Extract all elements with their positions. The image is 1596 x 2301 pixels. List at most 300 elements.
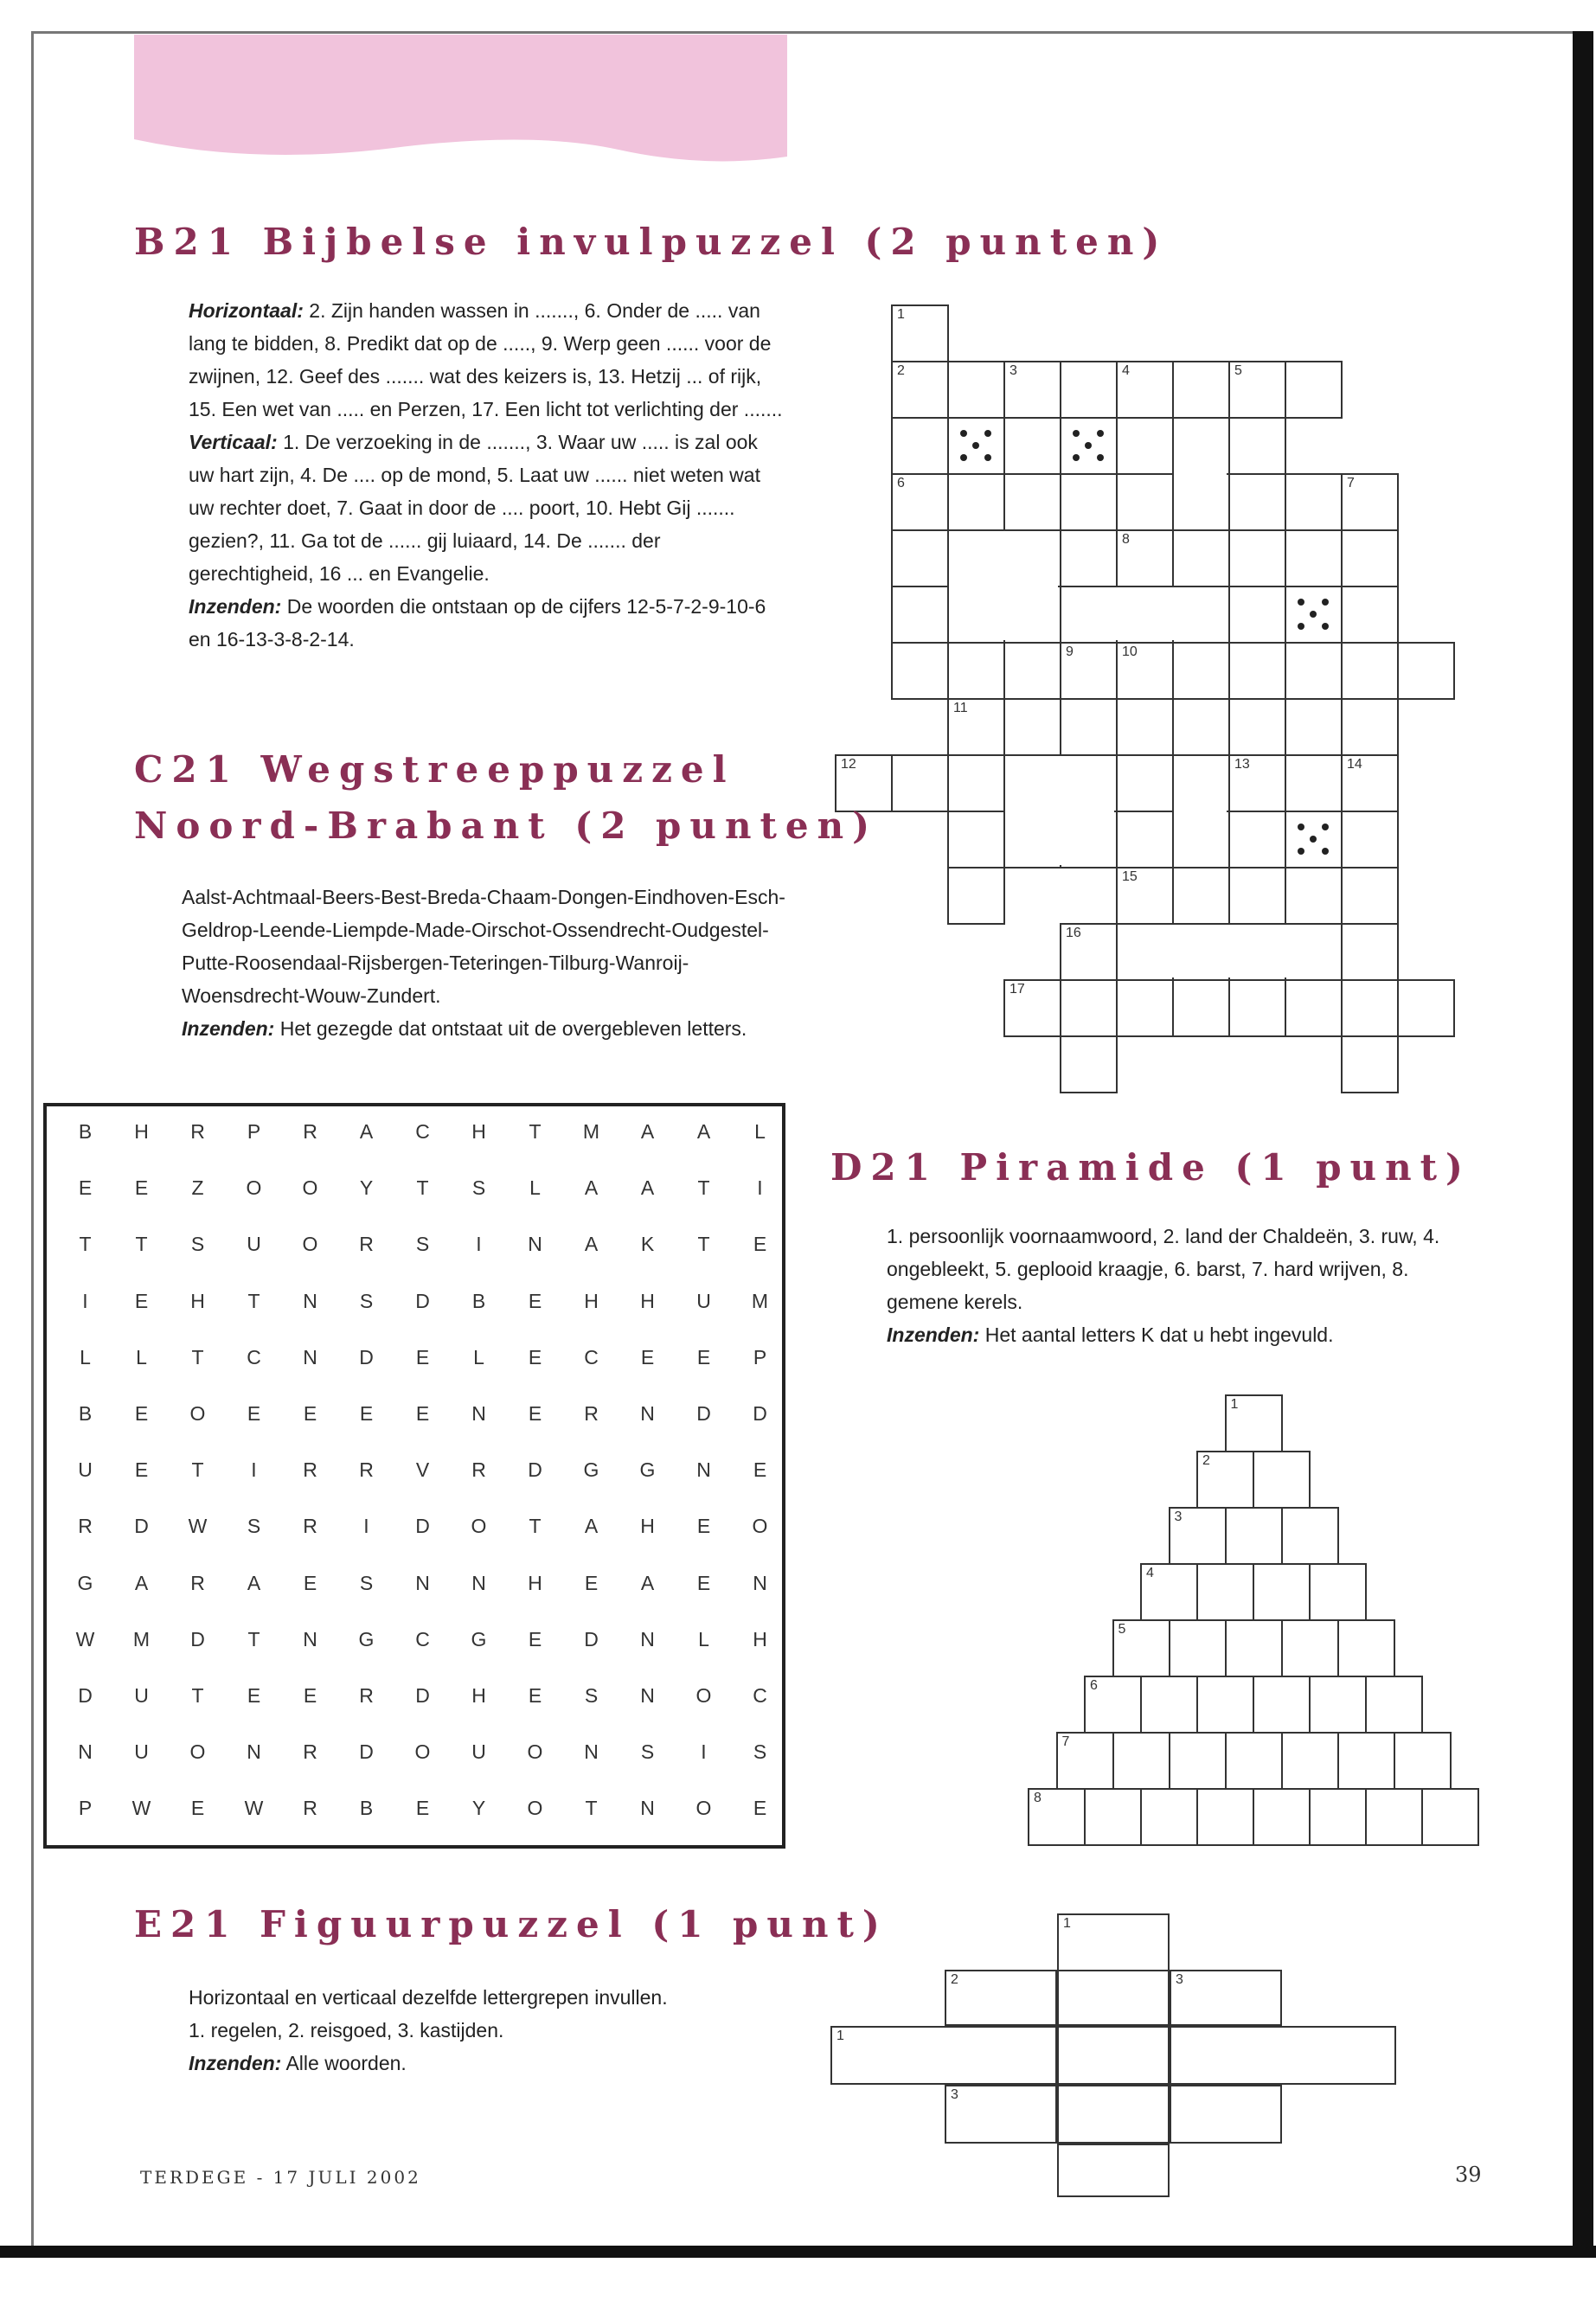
figure-cell[interactable]	[1057, 2144, 1170, 2197]
word-search-letter: G	[471, 1627, 487, 1650]
word-search-letter: G	[583, 1458, 599, 1482]
word-search-letter: A	[584, 1515, 599, 1538]
crossword-cell[interactable]	[1060, 529, 1118, 587]
figure-cell[interactable]	[830, 2026, 1057, 2085]
word-search-letter: I	[701, 1740, 707, 1764]
word-search-letter: W	[188, 1515, 208, 1538]
crossword-cell[interactable]	[947, 473, 1005, 531]
word-search-letter: Y	[471, 1797, 486, 1820]
word-search-letter: I	[363, 1515, 369, 1538]
word-search-letter: E	[190, 1797, 205, 1820]
cell-number: 2	[1202, 1453, 1210, 1468]
word-search-letter: C	[415, 1627, 430, 1650]
cell-number: 1	[1230, 1397, 1239, 1412]
pyramid-cell[interactable]	[1309, 1788, 1367, 1846]
pyramid-cell[interactable]	[1112, 1619, 1170, 1677]
e21-inzenden-label: Inzenden:	[189, 2052, 282, 2074]
figure-cell[interactable]	[1170, 2085, 1282, 2144]
crossword-cell[interactable]	[1397, 642, 1455, 700]
pyramid-cell[interactable]	[1253, 1788, 1311, 1846]
word-search-letter: E	[78, 1176, 93, 1200]
word-search-letter: L	[754, 1120, 766, 1143]
crossword-cell[interactable]	[1285, 754, 1343, 812]
word-search-letter: N	[471, 1401, 486, 1425]
crossword-cell[interactable]	[1116, 979, 1174, 1037]
crossword-cell[interactable]	[1003, 473, 1061, 531]
d21-inzenden-label: Inzenden:	[887, 1324, 980, 1346]
word-search-letter: E	[134, 1401, 149, 1425]
pyramid-cell[interactable]	[1169, 1507, 1227, 1565]
dot-icon	[1073, 430, 1080, 437]
blank-region	[1061, 587, 1227, 640]
word-search-letter: D	[528, 1458, 542, 1482]
word-search-letter: O	[302, 1233, 318, 1256]
cell-number: 15	[1122, 869, 1138, 884]
figure-cell[interactable]	[1057, 1970, 1170, 2026]
dot-icon	[1298, 848, 1304, 855]
pyramid-cell[interactable]	[1169, 1732, 1227, 1790]
word-search-letter: G	[358, 1627, 375, 1650]
crossword-cell[interactable]	[1341, 473, 1399, 531]
dot-icon	[960, 430, 967, 437]
crossword-cell[interactable]	[1285, 529, 1343, 587]
crossword-cell[interactable]	[1285, 979, 1343, 1037]
word-search-letter: W	[244, 1797, 264, 1820]
e21-inzenden-text: Alle woorden.	[281, 2052, 407, 2074]
crossword-cell[interactable]	[1060, 361, 1118, 419]
word-search-letter: O	[527, 1797, 543, 1820]
word-search-letter: D	[415, 1683, 430, 1707]
word-search-letter: N	[696, 1458, 711, 1482]
word-search-letter: G	[77, 1571, 93, 1594]
word-search-letter: T	[697, 1176, 710, 1200]
word-search-letter: A	[359, 1120, 374, 1143]
crossword-cell[interactable]	[1341, 811, 1399, 868]
word-search-letter: M	[582, 1120, 600, 1143]
figure-cell[interactable]	[945, 1970, 1057, 2026]
b21-verticaal-label: Verticaal:	[189, 431, 278, 453]
word-search-letter: H	[584, 1289, 599, 1312]
word-search-letter: S	[415, 1233, 430, 1256]
dot-icon	[1298, 623, 1304, 630]
word-search-letter: R	[471, 1458, 486, 1482]
pyramid-cell[interactable]	[1169, 1619, 1227, 1677]
c21-inzenden-label: Inzenden:	[182, 1017, 275, 1040]
pyramid-cell[interactable]	[1140, 1563, 1198, 1621]
crossword-cell[interactable]	[835, 754, 893, 812]
pyramid-cell[interactable]	[1028, 1788, 1086, 1846]
crossword-cell[interactable]	[1341, 586, 1399, 644]
word-search-letter: N	[247, 1740, 261, 1764]
word-search-letter: O	[414, 1740, 431, 1764]
crossword-cell[interactable]	[891, 361, 949, 419]
crossword-cell[interactable]	[947, 867, 1005, 925]
word-search-letter: T	[79, 1233, 92, 1256]
word-search-letter: R	[303, 1797, 317, 1820]
word-search-letter: S	[640, 1740, 655, 1764]
e21-title: E21 Figuurpuzzel (1 punt)	[134, 1903, 888, 1945]
word-search-letter: U	[247, 1233, 261, 1256]
crossword-cell[interactable]	[1341, 923, 1399, 981]
blank-region	[1005, 756, 1114, 865]
cell-number: 3	[1010, 363, 1017, 378]
word-search-letter: A	[696, 1120, 711, 1143]
pyramid-cell[interactable]	[1253, 1451, 1311, 1509]
crossword-cell[interactable]	[1060, 1035, 1118, 1093]
word-search-letter: H	[471, 1683, 486, 1707]
crossword-cell[interactable]	[1228, 754, 1286, 812]
cell-number: 3	[1176, 1972, 1183, 1987]
word-search-letter: E	[134, 1289, 149, 1312]
pyramid-cell[interactable]	[1084, 1788, 1142, 1846]
word-search-letter: D	[134, 1515, 149, 1538]
crossword-cell[interactable]	[1060, 923, 1118, 981]
crossword-cell[interactable]	[1341, 529, 1399, 587]
dot-icon	[1322, 623, 1329, 630]
word-search-letter: T	[585, 1797, 598, 1820]
word-search-letter: D	[584, 1627, 599, 1650]
word-search-letter: L	[529, 1176, 541, 1200]
word-search-letter: E	[528, 1401, 542, 1425]
word-search-letter: E	[415, 1401, 430, 1425]
pyramid-cell[interactable]	[1225, 1507, 1283, 1565]
word-search-letter: I	[757, 1176, 763, 1200]
word-search-letter: T	[191, 1345, 204, 1368]
word-search-letter: N	[640, 1797, 655, 1820]
crossword-cell[interactable]	[1003, 979, 1061, 1037]
crossword-cell[interactable]	[1116, 642, 1174, 700]
word-search-letter: N	[415, 1571, 430, 1594]
b21-inzenden-text: De woorden die ontstaan op de cijfers 12-5-7-2-9-10-6 en 16-13-3-8-2-14.	[189, 595, 766, 651]
crossword-cell[interactable]	[1228, 698, 1286, 756]
word-search-letter: D	[415, 1289, 430, 1312]
word-search-letter: W	[75, 1627, 95, 1650]
cell-number: 16	[1066, 926, 1081, 940]
pyramid-cell[interactable]	[1365, 1788, 1423, 1846]
word-search-letter: H	[471, 1120, 486, 1143]
decorative-pink-band	[134, 35, 787, 164]
cell-number: 5	[1234, 363, 1242, 378]
word-search-letter: N	[78, 1740, 93, 1764]
word-search-letter: N	[303, 1345, 317, 1368]
crossword-cell[interactable]	[1003, 642, 1061, 700]
word-search-letter: T	[191, 1458, 204, 1482]
pyramid-cell[interactable]	[1084, 1676, 1142, 1734]
crossword-cell[interactable]	[891, 473, 949, 531]
crossword-cell[interactable]	[1285, 867, 1343, 925]
crossword-cell[interactable]	[1172, 642, 1230, 700]
crossword-cell[interactable]	[1228, 417, 1286, 475]
c21-words	[182, 881, 787, 1045]
word-search-letter: O	[246, 1176, 262, 1200]
crossword-cell[interactable]	[1228, 529, 1286, 587]
word-search-letter: C	[584, 1345, 599, 1368]
word-search-letter: G	[639, 1458, 656, 1482]
crossword-cell[interactable]	[1341, 754, 1399, 812]
dot-icon	[1097, 454, 1104, 461]
word-search-letter: N	[640, 1627, 655, 1650]
c21-word-search	[43, 1103, 785, 1849]
pyramid-cell[interactable]	[1421, 1788, 1479, 1846]
crossword-cell[interactable]	[1116, 361, 1174, 419]
word-search-letter: T	[529, 1120, 542, 1143]
c21-title-line2: Noord-Brabant (2 punten)	[134, 804, 879, 847]
cell-number: 4	[1122, 363, 1130, 378]
word-search-letter: E	[753, 1458, 767, 1482]
crossword-cell[interactable]	[1228, 979, 1286, 1037]
pyramid-cell[interactable]	[1337, 1732, 1395, 1790]
crossword-cell[interactable]	[891, 754, 949, 812]
crossword-cell[interactable]	[947, 642, 1005, 700]
pyramid-cell[interactable]	[1365, 1676, 1423, 1734]
word-search-letter: E	[134, 1176, 149, 1200]
word-search-letter: T	[191, 1683, 204, 1707]
word-search-letter: T	[697, 1233, 710, 1256]
word-search-letter: U	[471, 1740, 486, 1764]
crossword-cell[interactable]	[1341, 867, 1399, 925]
cell-number: 7	[1347, 476, 1355, 490]
dot-icon	[984, 454, 991, 461]
word-search-letter: A	[584, 1233, 599, 1256]
crossword-cell[interactable]	[1060, 473, 1118, 531]
dot-icon	[1298, 599, 1304, 606]
word-search-letter: U	[134, 1740, 149, 1764]
crossword-cell[interactable]	[1341, 979, 1399, 1037]
word-search-letter: D	[753, 1401, 767, 1425]
e21-clues	[189, 1981, 794, 2080]
cell-number: 1	[897, 307, 905, 322]
crossword-cell[interactable]	[1116, 811, 1174, 868]
word-search-letter: O	[471, 1515, 487, 1538]
dot-icon	[1097, 430, 1104, 437]
crossword-cell[interactable]	[1228, 811, 1286, 868]
page-border-left	[31, 31, 34, 2246]
pyramid-cell[interactable]	[1140, 1676, 1198, 1734]
word-search-letter: E	[528, 1627, 542, 1650]
figure-cell[interactable]	[1057, 2026, 1170, 2085]
word-search-letter: N	[303, 1627, 317, 1650]
word-search-letter: E	[696, 1345, 711, 1368]
crossword-cell[interactable]	[1116, 473, 1174, 531]
crossword-cell[interactable]	[1116, 529, 1174, 587]
figure-cell[interactable]	[945, 2085, 1057, 2144]
word-search-letter: R	[303, 1120, 317, 1143]
cell-number: 4	[1146, 1566, 1154, 1580]
figure-cell[interactable]	[1057, 2085, 1170, 2144]
word-search-letter: O	[695, 1683, 712, 1707]
crossword-cell[interactable]	[1060, 698, 1118, 756]
pyramid-cell[interactable]	[1225, 1619, 1283, 1677]
cell-number: 10	[1122, 644, 1138, 659]
word-search-letter: E	[528, 1683, 542, 1707]
crossword-cell[interactable]	[947, 698, 1005, 756]
crossword-cell[interactable]	[1172, 867, 1230, 925]
word-search-letter: O	[189, 1740, 206, 1764]
word-search-letter: A	[640, 1571, 655, 1594]
pyramid-cell[interactable]	[1196, 1563, 1254, 1621]
word-search-letter: B	[359, 1797, 374, 1820]
crossword-cell[interactable]	[1116, 754, 1174, 812]
crossword-cell[interactable]	[891, 642, 949, 700]
crossword-cell[interactable]	[1172, 529, 1230, 587]
crossword-cell[interactable]	[1060, 642, 1118, 700]
crossword-cell[interactable]	[1003, 417, 1061, 475]
crossword-cell[interactable]	[1116, 417, 1174, 475]
crossword-cell[interactable]	[1228, 642, 1286, 700]
word-search-letter: S	[247, 1515, 261, 1538]
crossword-cell[interactable]	[1341, 1035, 1399, 1093]
cell-number: 3	[1174, 1509, 1183, 1524]
word-search-letter: I	[82, 1289, 88, 1312]
crossword-cell[interactable]	[1285, 361, 1343, 419]
b21-verticaal-text: 1. De verzoeking in de ......., 3. Waar uw ..... is zal ook uw hart zijn, 4. De .... op de mond, 5. Laat uw ...... niet weten wat uw rechter doet, 7. Gaat in door de .... poort, 10. Hebt Gij ....... gezien?, 11. Ga tot de ...... gij luiaard, 14. De ....... der gerechtigheid, 16 ... en Evangelie.	[189, 431, 760, 585]
word-search-letter: R	[359, 1233, 374, 1256]
word-search-letter: E	[134, 1458, 149, 1482]
word-search-letter: C	[415, 1120, 430, 1143]
pyramid-cell[interactable]	[1394, 1732, 1452, 1790]
crossword-cell[interactable]	[1285, 473, 1343, 531]
crossword-cell[interactable]	[1228, 473, 1286, 531]
word-search-letter: C	[247, 1345, 261, 1368]
crossword-cell[interactable]	[1172, 979, 1230, 1037]
word-search-letter: I	[476, 1233, 482, 1256]
word-search-letter: D	[696, 1401, 711, 1425]
blank-region	[1174, 756, 1227, 865]
pyramid-cell[interactable]	[1337, 1619, 1395, 1677]
word-search-letter: N	[753, 1571, 767, 1594]
pyramid-cell[interactable]	[1196, 1788, 1254, 1846]
word-search-letter: E	[303, 1401, 317, 1425]
word-search-letter: H	[640, 1515, 655, 1538]
word-search-letter: L	[80, 1345, 91, 1368]
cell-number: 9	[1066, 644, 1074, 659]
cell-number: 7	[1061, 1734, 1070, 1749]
word-search-letter: L	[473, 1345, 484, 1368]
c21-title-line1: C21 Wegstreeppuzzel	[134, 748, 735, 791]
crossword-cell[interactable]	[947, 754, 1005, 812]
word-search-letter: H	[640, 1289, 655, 1312]
cell-number: 2	[951, 1972, 958, 1987]
pyramid-cell[interactable]	[1225, 1394, 1283, 1452]
pyramid-cell[interactable]	[1309, 1563, 1367, 1621]
word-search-letter: S	[190, 1233, 205, 1256]
b21-inzenden-label: Inzenden:	[189, 595, 282, 618]
pyramid-cell[interactable]	[1253, 1563, 1311, 1621]
pyramid-cell[interactable]	[1112, 1732, 1170, 1790]
crossword-cell[interactable]	[1285, 642, 1343, 700]
dot-icon	[1085, 442, 1092, 449]
crossword-cell[interactable]	[1060, 979, 1118, 1037]
pyramid-cell[interactable]	[1225, 1732, 1283, 1790]
pyramid-cell[interactable]	[1309, 1676, 1367, 1734]
crossword-cell[interactable]	[1003, 698, 1061, 756]
d21-clues	[887, 1220, 1458, 1351]
pyramid-cell[interactable]	[1281, 1732, 1339, 1790]
dot-icon	[1073, 454, 1080, 461]
crossword-cell[interactable]	[947, 361, 1005, 419]
word-search-letter: D	[415, 1515, 430, 1538]
pyramid-cell[interactable]	[1140, 1788, 1198, 1846]
word-search-letter: E	[528, 1289, 542, 1312]
b21-horizontaal-text: 2. Zijn handen wassen in ......., 6. Onder de ..... van lang te bidden, 8. Predikt dat op de ....., 9. Werp geen ...... voor de zwijnen, 12. Geef des ....... wat des keizers is, 13. Hetzij ... of rijk, 15. Een wet van ..... en Perzen, 17. Een licht tot verlichting der .......	[189, 299, 783, 420]
word-search-letter: S	[753, 1740, 767, 1764]
figure-cell[interactable]	[1170, 1970, 1282, 2026]
word-search-letter: L	[136, 1345, 147, 1368]
crossword-cell[interactable]	[891, 586, 949, 644]
crossword-cell[interactable]	[1228, 586, 1286, 644]
word-search-letter: T	[529, 1515, 542, 1538]
crossword-cell[interactable]	[1116, 698, 1174, 756]
d21-title: D21 Piramide (1 punt)	[830, 1146, 1471, 1189]
crossword-cell[interactable]	[1341, 642, 1399, 700]
word-search-letter: E	[696, 1571, 711, 1594]
crossword-cell[interactable]	[891, 529, 949, 587]
word-search-letter: E	[303, 1571, 317, 1594]
c21-word-list: Aalst-Achtmaal-Beers-Best-Breda-Chaam-Dongen-Eindhoven-Esch-Geldrop-Leende-Liempde-Made-Oirschot-Ossendrecht-Oudgestel-Putte-Roosendaal-Rijsbergen-Teteringen-Tilburg-Wanroij-Woensdrecht-Wouw-Zundert.	[182, 886, 785, 1007]
cell-number: 1	[836, 2029, 844, 2043]
pyramid-cell[interactable]	[1253, 1676, 1311, 1734]
crossword-cell[interactable]	[1228, 867, 1286, 925]
crossword-cell[interactable]	[891, 417, 949, 475]
word-search-letter: R	[78, 1515, 93, 1538]
word-search-letter: T	[247, 1289, 260, 1312]
word-search-letter: A	[134, 1571, 149, 1594]
word-search-letter: P	[753, 1345, 767, 1368]
pyramid-cell[interactable]	[1056, 1732, 1114, 1790]
crossword-cell[interactable]	[891, 304, 949, 362]
dot-icon	[1310, 611, 1317, 618]
cell-number: 11	[953, 701, 968, 715]
crossword-cell[interactable]	[1172, 698, 1230, 756]
word-search-letter: S	[359, 1289, 374, 1312]
word-search-letter: C	[753, 1683, 767, 1707]
word-search-letter: E	[528, 1345, 542, 1368]
crossword-cell[interactable]	[1116, 867, 1174, 925]
word-search-letter: E	[753, 1797, 767, 1820]
word-search-letter: I	[251, 1458, 257, 1482]
dot-icon	[1298, 824, 1304, 830]
footer-page-number: 39	[1455, 2163, 1482, 2187]
word-search-letter: E	[696, 1515, 711, 1538]
crossword-cell[interactable]	[1397, 979, 1455, 1037]
word-search-letter: E	[415, 1797, 430, 1820]
pyramid-cell[interactable]	[1196, 1451, 1254, 1509]
crossword-cell[interactable]	[947, 811, 1005, 868]
pyramid-cell[interactable]	[1196, 1676, 1254, 1734]
crossword-cell[interactable]	[1172, 361, 1230, 419]
word-search-letter: H	[753, 1627, 767, 1650]
b21-clues	[189, 294, 785, 656]
d21-clue-list: 1. persoonlijk voornaamwoord, 2. land der Chaldeën, 3. ruw, 4. ongebleekt, 5. geplooid kraagje, 6. barst, 7. hard wrijven, 8. gemene kerels.	[887, 1225, 1440, 1313]
word-search-letter: O	[302, 1176, 318, 1200]
word-search-letter: E	[584, 1571, 599, 1594]
pyramid-cell[interactable]	[1281, 1507, 1339, 1565]
cell-number: 1	[1063, 1916, 1071, 1931]
cell-number: 14	[1347, 757, 1362, 772]
word-search-letter: R	[190, 1120, 205, 1143]
figure-cell[interactable]	[1170, 2026, 1396, 2085]
crossword-cell[interactable]	[1003, 361, 1061, 419]
word-search-letter: R	[303, 1458, 317, 1482]
crossword-cell[interactable]	[1285, 698, 1343, 756]
word-search-letter: E	[359, 1401, 374, 1425]
crossword-cell[interactable]	[1341, 698, 1399, 756]
pyramid-cell[interactable]	[1281, 1619, 1339, 1677]
cell-number: 6	[897, 476, 905, 490]
c21-inzenden-text: Het gezegde dat ontstaat uit de overgebleven letters.	[274, 1017, 747, 1040]
crossword-cell[interactable]	[1228, 361, 1286, 419]
word-search-letter: D	[359, 1345, 374, 1368]
